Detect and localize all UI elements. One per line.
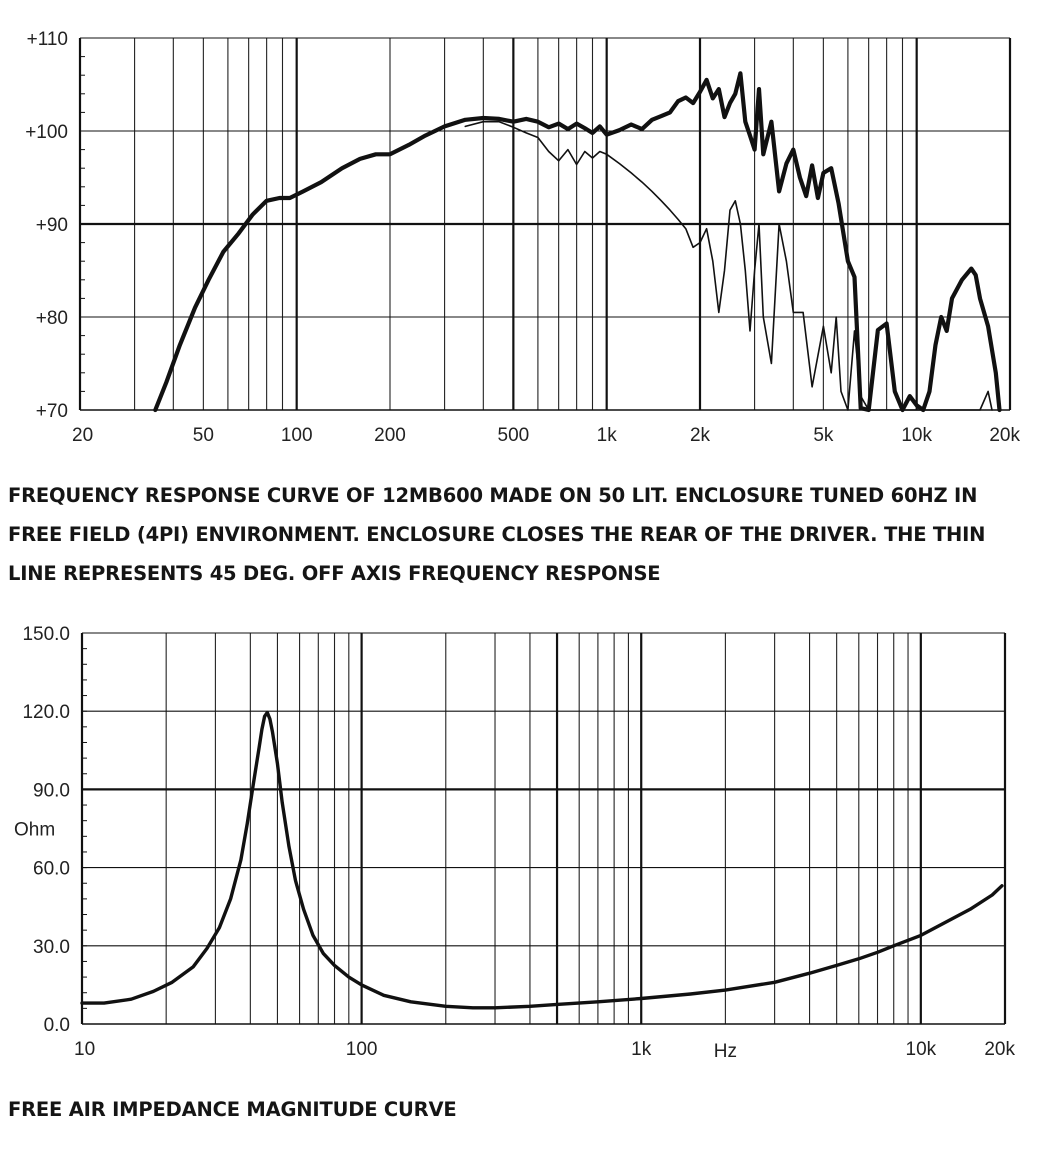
imp-y-axis-label: Ohm [14,819,56,841]
imp-x-axis-label: Hz [713,1041,738,1062]
imp-series-impedance [82,713,1002,1008]
impedance-tick-labels [14,624,1015,1062]
fr-x-tick-label: 5k [813,425,834,446]
fr-series-on-axis [155,73,999,410]
fr-x-tick-label: 500 [497,425,530,446]
impedance-chart [0,615,1041,1075]
fr-x-tick-label: 100 [280,425,313,446]
fr-y-tick-label: +90 [35,215,68,236]
imp-x-tick-label: 10k [905,1039,937,1060]
imp-y-tick-label: 150.0 [22,624,70,645]
frequency-response-grid [80,38,1010,410]
impedance-grid [82,633,1005,1024]
fr-x-tick-label: 50 [192,425,214,446]
imp-y-tick-label: 90.0 [33,780,70,802]
fr-y-tick-label: +110 [26,29,68,50]
imp-x-tick-label: 20k [984,1039,1015,1060]
fr-y-tick-label: +80 [35,308,68,329]
fr-x-tick-label: 20k [989,425,1020,446]
fr-series-45-deg-off-axis [465,122,992,410]
frequency-response-series [155,73,999,410]
fr-x-tick-label: 200 [374,425,406,446]
fr-x-tick-label: 1k [596,425,617,446]
imp-y-tick-label: 0.0 [43,1015,70,1036]
imp-x-tick-label: 100 [345,1039,378,1060]
imp-y-tick-label: 120.0 [22,702,70,724]
frequency-response-caption: FREQUENCY RESPONSE CURVE OF 12MB600 MADE ON 50 LIT. ENCLOSURE TUNED 60HZ IN FREE FIELD (4PI) ENVIRONMENT. ENCLOSURE CLOSES THE REAR OF THE DRIVER. THE THIN LINE REPRESENTS 45 DEG. OFF AXIS FREQUENCY RESPONSE [8,484,986,585]
fr-x-tick-label: 20 [72,425,94,446]
fr-x-tick-label: 10k [901,425,933,446]
imp-y-tick-label: 30.0 [33,936,70,958]
imp-x-tick-label: 1k [631,1039,652,1060]
fr-y-tick-label: +100 [25,122,68,143]
frequency-response-chart [0,0,1041,460]
impedance-series [82,713,1002,1008]
imp-x-tick-label: 10 [74,1039,96,1060]
fr-x-tick-label: 2k [689,425,711,446]
impedance-caption: FREE AIR IMPEDANCE MAGNITUDE CURVE [8,1098,457,1121]
imp-y-tick-label: 60.0 [33,858,70,880]
fr-y-tick-label: +70 [35,401,68,422]
